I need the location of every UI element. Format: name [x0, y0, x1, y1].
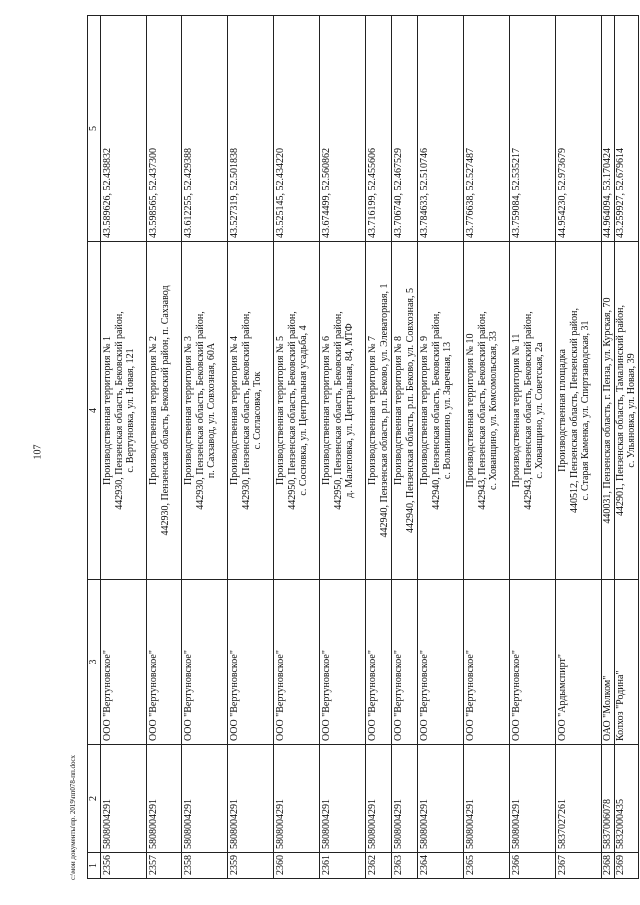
row-number-cell: 2362: [366, 853, 392, 879]
row-number-cell: 2359: [228, 853, 274, 879]
coordinates-cell: 43.525145, 52.434220: [274, 16, 320, 242]
inn-cell: 5808004291: [366, 745, 392, 853]
address-cell: [614, 242, 638, 580]
address-line: Производственная территория № 7: [367, 335, 378, 486]
column-header: 2: [88, 745, 101, 853]
inn-cell: 5832000435: [614, 745, 638, 853]
organization-cell: ООО "Вертуновское": [274, 580, 320, 745]
inn-cell: 5837027261: [556, 745, 602, 853]
address-line: Производственная территория № 3: [183, 335, 194, 486]
organization-cell: ООО "Ардымспирт": [556, 580, 602, 745]
address-line: 442943, Пензенская область, Бековский район,: [476, 311, 488, 510]
registry-table: [87, 15, 639, 879]
table-row: [182, 16, 228, 879]
address-cell: [182, 242, 228, 580]
organization-cell: Колхоз "Родина": [614, 580, 638, 745]
address-line: Производственная территория № 5: [275, 335, 286, 486]
address-cell: [510, 242, 556, 580]
address-line: 442901, Пензенская область, Тамалинский район,: [614, 305, 626, 516]
coordinates-cell: 44.964094, 53.170424: [602, 16, 615, 242]
address-line: 442930, Пензенская область, Бековский район,: [240, 311, 252, 510]
address-line: 442950, Пензенская область, Бековский район,: [286, 311, 298, 510]
inn-cell: 5808004291: [464, 745, 510, 853]
coordinates-cell: 43.612255, 52.429388: [182, 16, 228, 242]
address-cell: [556, 242, 602, 580]
address-line: с. Вертуновка, ул. Новая, 121: [125, 348, 136, 473]
address-line: с. Сосновка, ул. Центральная усадьба, 4: [298, 325, 309, 496]
inn-cell: 5808004291: [101, 745, 147, 853]
address-line: с. Согласовка, Ток: [252, 371, 263, 450]
address-line: 442940, Пензенская область, р.п. Беково, ул. Совхозная, 5: [404, 288, 416, 534]
address-line: Производственная территория № 11: [511, 333, 522, 488]
inn-cell: 5808004291: [274, 745, 320, 853]
address-line: Производственная территория № 8: [393, 335, 404, 486]
table-row: [418, 16, 464, 879]
coordinates-cell: 44.954230, 52.973679: [556, 16, 602, 242]
inn-cell: 5808004291: [147, 745, 182, 853]
column-header: 3: [88, 580, 101, 745]
address-line: 440512, Пензенская область, Пензенский район,: [568, 308, 580, 513]
coordinates-cell: 43.674499, 52.560862: [320, 16, 366, 242]
organization-cell: ООО "Вертуновское": [228, 580, 274, 745]
row-number-cell: 2360: [274, 853, 320, 879]
table-row: [101, 16, 147, 879]
column-header: 4: [88, 242, 101, 580]
organization-cell: ООО "Вертуновское": [392, 580, 418, 745]
table-row: [464, 16, 510, 879]
organization-cell: ООО "Вертуновское": [366, 580, 392, 745]
address-line: п. Сахзавод, ул. Совхозная, 60А: [206, 342, 217, 479]
organization-cell: ООО "Вертуновское": [418, 580, 464, 745]
organization-cell: ООО "Вертуновское": [464, 580, 510, 745]
table-row: [510, 16, 556, 879]
coordinates-cell: 43.589626, 52.438832: [101, 16, 147, 242]
address-line: 442930, Пензенская область, Бековский район, п. Сахзавод: [159, 285, 171, 536]
row-number-cell: 2357: [147, 853, 182, 879]
table-row: [614, 16, 638, 879]
address-line: с. Ульяновка, ул. Новая, 39: [626, 353, 637, 468]
address-line: Производственная территория № 4: [229, 335, 240, 486]
address-line: 442930, Пензенская область, Бековский район,: [194, 311, 206, 510]
address-line: Производственная территория № 9: [419, 335, 430, 486]
address-line: 442950, Пензенская область, Бековский район,: [332, 311, 344, 510]
address-cell: [602, 242, 615, 580]
address-line: д. Малеповка, ул. Центральная, 84, МТФ: [344, 323, 355, 498]
inn-cell: 5808004291: [510, 745, 556, 853]
row-number-cell: 2358: [182, 853, 228, 879]
address-line: Производственная территория № 1: [102, 335, 113, 486]
address-line: Производственная площадка: [557, 349, 568, 472]
inn-cell: 5808004291: [320, 745, 366, 853]
organization-cell: ООО "Вертуновское": [510, 580, 556, 745]
address-line: с. Хованщино, ул. Советская, 2а: [534, 342, 545, 479]
coordinates-cell: 43.527319, 52.501838: [228, 16, 274, 242]
coordinates-cell: 43.784633, 52.510746: [418, 16, 464, 242]
address-line: Производственная территория № 6: [321, 335, 332, 486]
address-cell: [392, 242, 418, 580]
inn-cell: 5808004291: [392, 745, 418, 853]
address-cell: [464, 242, 510, 580]
address-cell: [320, 242, 366, 580]
row-number-cell: 2369: [614, 853, 638, 879]
inn-cell: 5837006078: [602, 745, 615, 853]
row-number-cell: 2356: [101, 853, 147, 879]
address-cell: [418, 242, 464, 580]
row-number-cell: 2366: [510, 853, 556, 879]
address-line: Производственная территория № 10: [465, 333, 476, 488]
address-line: 442940, Пензенская область, р.п. Беково, ул. Элеваторная, 1: [378, 283, 390, 538]
table-row: [602, 16, 615, 879]
row-number-cell: 2365: [464, 853, 510, 879]
table-row: [392, 16, 418, 879]
organization-cell: ООО "Вертуновское": [147, 580, 182, 745]
table-body: [101, 16, 639, 879]
coordinates-cell: 43.716199, 52.455606: [366, 16, 392, 242]
address-line: с. Вольнишино, ул. Заречная, 13: [442, 341, 453, 480]
rotated-table-container: [87, 16, 637, 879]
address-line: 442940, Пензенская область, Бековский район,: [430, 311, 442, 510]
organization-cell: ООО "Вертуновское": [101, 580, 147, 745]
address-line: 442943, Пензенская область, Бековский район,: [522, 311, 534, 510]
inn-cell: 5808004291: [418, 745, 464, 853]
address-line: Производственная территория № 2: [148, 335, 159, 486]
table-row: [274, 16, 320, 879]
column-header: 5: [88, 16, 101, 242]
table-row: [147, 16, 182, 879]
address-line: 442930, Пензенская область, Бековский район,: [113, 311, 125, 510]
address-line: с. Старая Каменка, ул. Спиртзаводская, 31: [580, 320, 591, 501]
address-cell: [101, 242, 147, 580]
address-cell: [274, 242, 320, 580]
coordinates-cell: 43.706740, 52.467529: [392, 16, 418, 242]
inn-cell: 5808004291: [228, 745, 274, 853]
address-cell: [147, 242, 182, 580]
organization-cell: ОАО "Молком": [602, 580, 615, 745]
column-header: 1: [88, 853, 101, 879]
row-number-cell: 2364: [418, 853, 464, 879]
coordinates-cell: 43.759084, 52.535217: [510, 16, 556, 242]
row-number-cell: 2361: [320, 853, 366, 879]
footer-file-path: c:\мои документы\пр. 2019\пп078-пп.docx: [69, 754, 77, 880]
table-row: [556, 16, 602, 879]
coordinates-cell: 43.598565, 52.437300: [147, 16, 182, 242]
coordinates-cell: 43.259927, 52.679614: [614, 16, 638, 242]
coordinates-cell: 43.776638, 52.527487: [464, 16, 510, 242]
row-number-cell: 2367: [556, 853, 602, 879]
address-cell: [228, 242, 274, 580]
row-number-cell: 2368: [602, 853, 615, 879]
inn-cell: 5808004291: [182, 745, 228, 853]
address-cell: [366, 242, 392, 580]
row-number-cell: 2363: [392, 853, 418, 879]
table-row: [366, 16, 392, 879]
organization-cell: ООО "Вертуновское": [182, 580, 228, 745]
address-line: с. Хованщино, ул. Комсомольская, 33: [488, 331, 499, 490]
table-row: [320, 16, 366, 879]
address-line: 440031, Пензенская область, г. Пенза, ул. Курская, 70: [602, 297, 613, 524]
header-row: [88, 16, 101, 879]
organization-cell: ООО "Вертуновское": [320, 580, 366, 745]
page-number: 107: [32, 444, 44, 460]
table-row: [228, 16, 274, 879]
